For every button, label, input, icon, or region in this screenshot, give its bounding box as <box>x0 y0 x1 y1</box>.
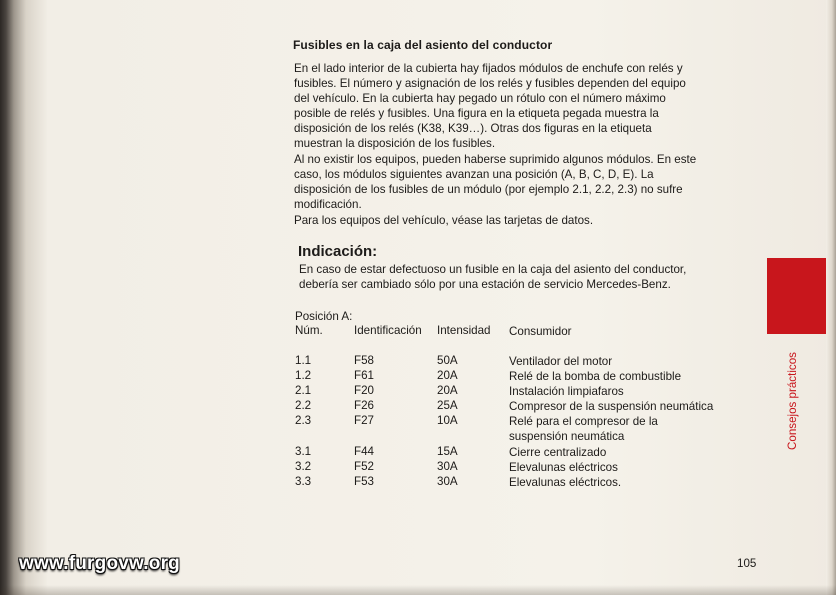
header-consumer: Consumidor <box>509 325 572 338</box>
watermark: www.furgovw.org <box>19 553 180 574</box>
cell-consumer-line: suspensión neumática <box>509 430 625 443</box>
cell-current: 30A <box>437 460 458 473</box>
cell-id: F52 <box>354 460 374 473</box>
paragraph-line: fusibles. El número y asignación de los relés y fusibles dependen del equipo <box>294 77 686 90</box>
paragraph-line: caso, los módulos siguientes avanzan una posición (A, B, C, D, E). La <box>294 168 654 181</box>
notice-line: En caso de estar defectuoso un fusible en la caja del asiento del conductor, <box>299 263 687 276</box>
cell-current: 20A <box>437 384 458 397</box>
cell-id: F27 <box>354 414 374 427</box>
cell-consumer: Elevalunas eléctricos. <box>509 476 622 489</box>
cell-consumer: Instalación limpiafaros <box>509 385 624 398</box>
cell-num: 2.3 <box>295 414 312 427</box>
paragraph-line: muestran la disposición de los fusibles. <box>294 137 496 150</box>
cell-current: 15A <box>437 445 458 458</box>
page-bottom-shadow <box>0 585 836 595</box>
section-title: Fusibles en la caja del asiento del conductor <box>293 38 553 52</box>
cell-id: F53 <box>354 475 374 488</box>
cell-consumer: Ventilador del motor <box>509 355 613 368</box>
cell-consumer: Cierre centralizado <box>509 446 607 459</box>
cell-id: F61 <box>354 369 374 382</box>
cell-num: 2.2 <box>295 399 312 412</box>
notice-line: debería ser cambiado sólo por una estación de servicio Mercedes-Benz. <box>299 278 671 291</box>
cell-num: 1.2 <box>295 369 312 382</box>
cell-current: 10A <box>437 414 458 427</box>
cell-num: 3.2 <box>295 460 312 473</box>
cell-current: 50A <box>437 354 458 367</box>
notice-heading: Indicación: <box>298 243 378 260</box>
paragraph-missing-equipment <box>294 152 746 212</box>
paragraph-module-description <box>294 61 746 151</box>
cell-num: 2.1 <box>295 384 312 397</box>
paragraph-line: posible de relés y fusibles. Una figura en la etiqueta pegada muestra la <box>294 107 659 120</box>
paragraph-line: disposición de los relés (K38, K39…). Otras dos figuras en la etiqueta <box>294 122 652 135</box>
cell-current: 20A <box>437 369 458 382</box>
header-num: Núm. <box>295 324 323 337</box>
cell-consumer: Relé de la bomba de combustible <box>509 370 682 383</box>
header-current: Intensidad <box>437 324 491 337</box>
paragraph-line: En el lado interior de la cubierta hay fijados módulos de enchufe con relés y <box>294 62 683 75</box>
cell-id: F58 <box>354 354 374 367</box>
paragraph-line: modificación. <box>294 198 362 211</box>
paragraph-line: Para los equipos del vehículo, véase las tarjetas de datos. <box>294 214 594 227</box>
cell-consumer: Compresor de la suspensión neumática <box>509 400 714 413</box>
cell-id: F20 <box>354 384 374 397</box>
cell-id: F26 <box>354 399 374 412</box>
position-label: Posición A: <box>295 310 353 323</box>
cell-consumer <box>509 414 658 444</box>
cell-num: 3.3 <box>295 475 312 488</box>
notice-text <box>299 262 686 292</box>
cell-current: 30A <box>437 475 458 488</box>
cell-num: 3.1 <box>295 445 312 458</box>
chapter-side-label: Consejos prácticos <box>786 352 799 450</box>
page-number: 105 <box>737 557 757 570</box>
cell-num: 1.1 <box>295 354 312 367</box>
page-edge-shadow <box>826 0 836 595</box>
cell-consumer-line: Relé para el compresor de la <box>509 415 658 428</box>
cell-current: 25A <box>437 399 458 412</box>
paragraph-line: disposición de los fusibles de un módulo (por ejemplo 2.1, 2.2, 2.3) no sufre <box>294 183 683 196</box>
paragraph-line: del vehículo. En la cubierta hay pegado un rótulo con el número máximo <box>294 92 666 105</box>
header-identification: Identificación <box>354 324 422 337</box>
paragraph-line: Al no existir los equipos, pueden haberse suprimido algunos módulos. En este <box>294 153 697 166</box>
cell-consumer: Elevalunas eléctricos <box>509 461 618 474</box>
cell-id: F44 <box>354 445 374 458</box>
paragraph-data-cards <box>294 213 746 228</box>
